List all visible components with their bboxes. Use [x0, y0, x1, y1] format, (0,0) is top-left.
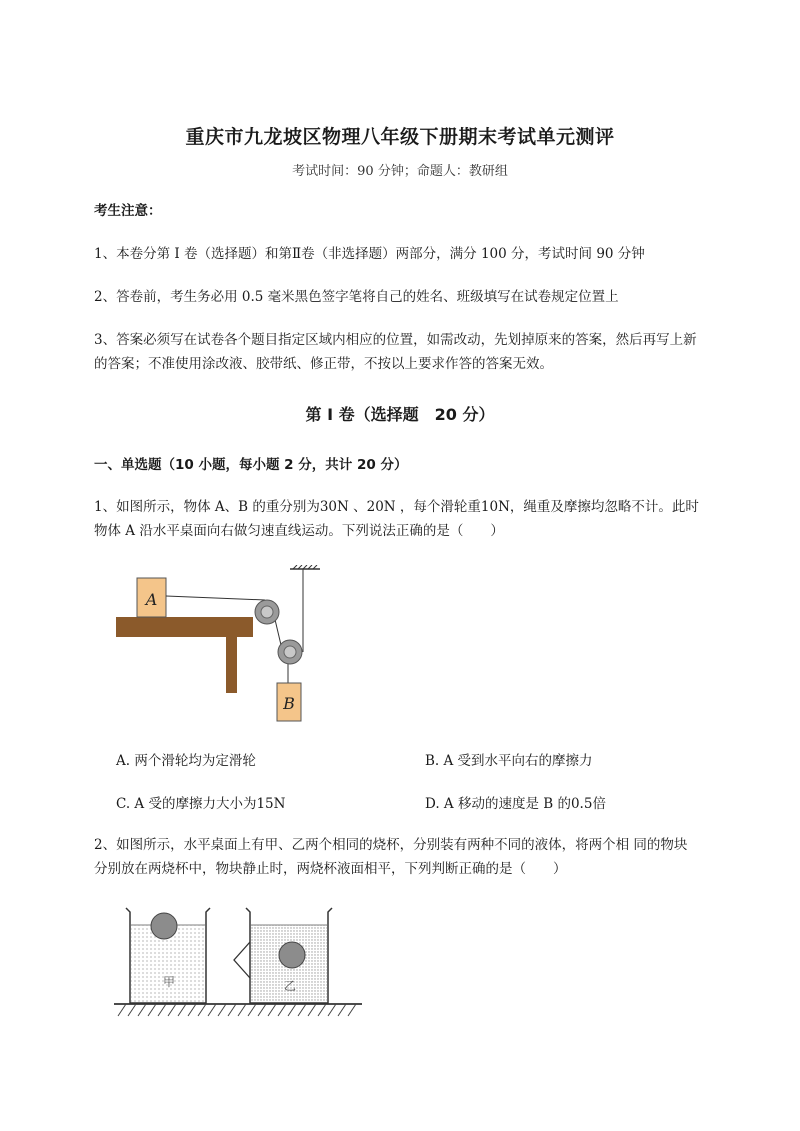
- block-in-jia: [151, 913, 177, 939]
- q1-option-b[interactable]: B. A 受到水平向右的摩擦力: [425, 753, 593, 769]
- exam-info: 考试时间：90 分钟；命题人：教研组: [292, 164, 508, 179]
- notice-item-3-cont: 的答案；不准使用涂改液、胶带纸、修正带，不按以上要求作答的答案无效。: [94, 356, 553, 372]
- q2-stem-line1: 2、如图所示，水平桌面上有甲、乙两个相同的烧杯，分别装有两种不同的液体，将两个相 同的物块: [94, 837, 688, 853]
- notice-item-1: 1、本卷分第 I 卷（选择题）和第Ⅱ卷（非选择题）两部分，满分 100 分，考试时间 90 分钟: [94, 246, 645, 262]
- table-leg: [226, 635, 237, 693]
- notice-item-2: 2、答卷前，考生务必用 0.5 毫米黑色签字笔将自己的姓名、班级填写在试卷规定位置上: [94, 289, 619, 305]
- label-jia: 甲: [162, 975, 176, 989]
- block-b-label: B: [283, 694, 295, 713]
- q1-stem-line2: 物体 A 沿水平桌面向右做匀速直线运动。下列说法正确的是（ ）: [94, 523, 504, 539]
- fixed-pulley-hub: [261, 606, 273, 618]
- beaker-yi-spout: [234, 942, 250, 978]
- rope-horizontal: [166, 596, 265, 600]
- q1-pulley-figure: [110, 565, 330, 730]
- block-in-yi: [279, 942, 305, 968]
- q2-beaker-figure: [110, 900, 370, 1025]
- notice-heading: 考生注意：: [94, 203, 162, 219]
- block-a-label: A: [145, 590, 158, 609]
- q2-stem-line2: 分别放在两烧杯中，物块静止时，两烧杯液面相平，下列判断正确的是（ ）: [94, 861, 567, 877]
- page-title: 重庆市九龙坡区物理八年级下册期末考试单元测评: [185, 126, 615, 148]
- table-hatch: [118, 1004, 356, 1016]
- table-top: [116, 617, 253, 637]
- notice-item-3: 3、答案必须写在试卷各个题目指定区域内相应的位置，如需改动，先划掉原来的答案，然后再写上新: [94, 332, 697, 348]
- q1-option-d[interactable]: D. A 移动的速度是 B 的0.5倍: [425, 796, 606, 812]
- q1-option-a[interactable]: A. 两个滑轮均为定滑轮: [116, 753, 256, 769]
- movable-pulley-hub: [284, 646, 296, 658]
- q1-stem-line1: 1、如图所示，物体 A、B 的重分别为30N 、20N ，每个滑轮重10N，绳重及摩擦均忽略不计。此时: [94, 499, 699, 515]
- q1-option-c[interactable]: C. A 受的摩擦力大小为15N: [116, 796, 286, 812]
- label-yi: 乙: [283, 979, 297, 993]
- part-heading: 一、单选题（10 小题，每小题 2 分，共计 20 分）: [94, 457, 408, 473]
- section-title: 第 I 卷（选择题 20 分）: [305, 405, 495, 424]
